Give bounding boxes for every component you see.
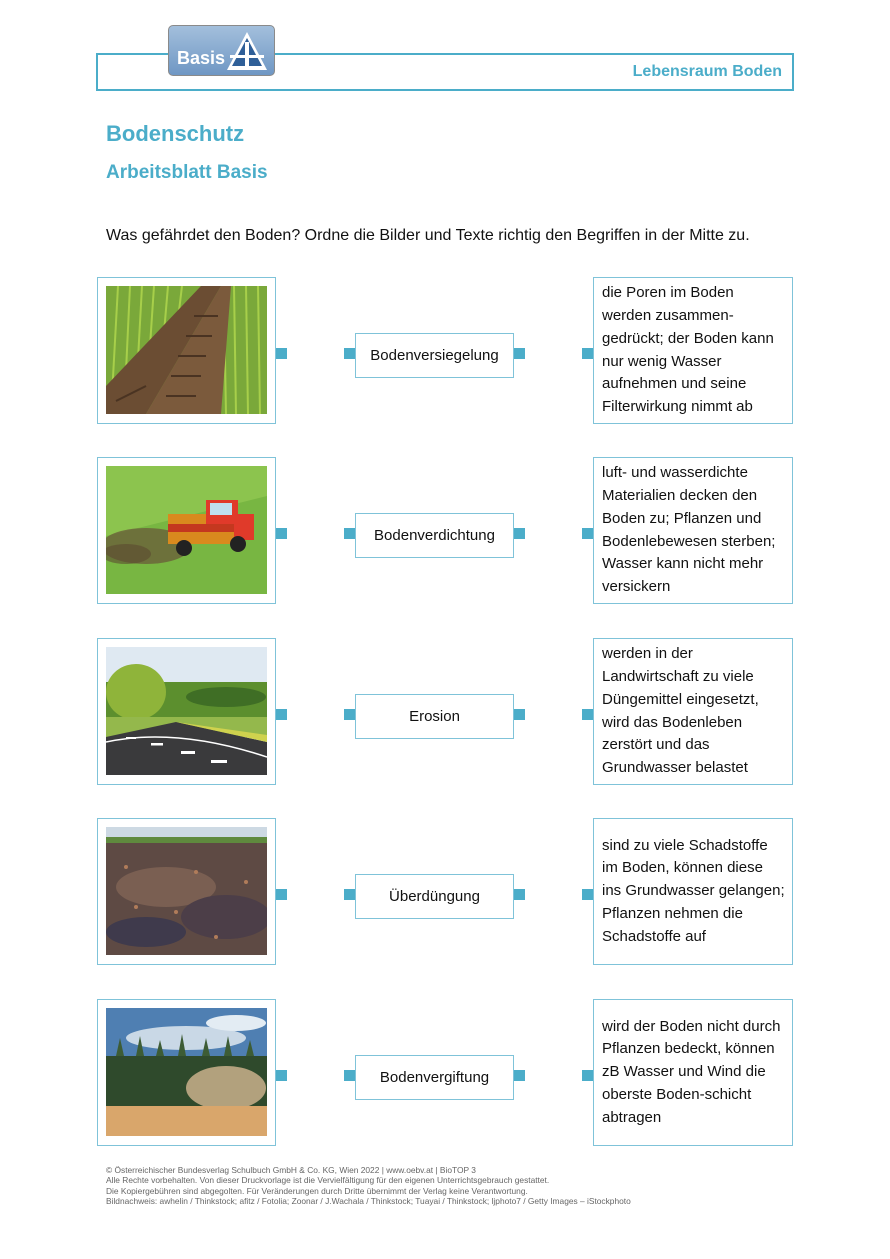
connector-dot[interactable] [344,348,355,359]
connector-dot[interactable] [344,709,355,720]
term-box: Bodenvergiftung [355,1055,514,1100]
copyright-footer [106,1165,631,1207]
photo-card [97,999,276,1146]
description-box [593,277,793,424]
connector-dot[interactable] [344,1070,355,1081]
description-text: luft- und wasserdichte Materialien decken den Boden zu; Pflanzen und Bodenlebewesen sterben; Wasser kann nicht mehr versickern [602,464,776,595]
dust-field-image [106,1008,267,1136]
manure-truck-image [106,466,267,594]
photo-card [97,638,276,785]
term-box: Überdüngung [355,874,514,919]
connector-dot[interactable] [582,709,593,720]
footer-line: Alle Rechte vorbehalten. Von dieser Druckvorlage ist die Vervielfältigung für den eigenen Unterrichtsgebrauch gestattet. [106,1175,550,1186]
term-box: Bodenverdichtung [355,513,514,558]
connector-dot[interactable] [582,1070,593,1081]
description-text: wird der Boden nicht durch Pflanzen bedeckt, können zB Wasser und Wind die oberste Boden-schicht abtragen [602,1017,781,1126]
field-tracks-image [106,286,267,414]
connector-dot[interactable] [514,709,525,720]
connector-dot[interactable] [582,348,593,359]
contaminated-ground-image [106,827,267,955]
description-box [593,638,793,785]
photo-card [97,457,276,604]
task-instruction: Was gefährdet den Boden? Ordne die Bilder und Texte richtig den Begriffen in der Mitte zu. [106,227,750,244]
connector-dot[interactable] [276,528,287,539]
term-box: Bodenversiegelung [355,333,514,378]
description-text: sind zu viele Schadstoffe im Boden, können diese ins Grundwasser gelangen; Pflanzen nehmen die Schadstoffe auf [602,836,785,945]
connector-dot[interactable] [514,889,525,900]
connector-dot[interactable] [276,1070,287,1081]
connector-dot[interactable] [514,528,525,539]
basis-logo [168,25,275,76]
description-box [593,999,793,1146]
logo-label: Basis [177,48,226,68]
description-text: werden in der Landwirtschaft zu viele Düngemittel eingesetzt, wird das Bodenleben zerstört und das Grundwasser belastet [602,645,759,776]
connector-dot[interactable] [582,528,593,539]
connector-dot[interactable] [276,348,287,359]
page-title: Bodenschutz [106,121,245,146]
page-subtitle: Arbeitsblatt Basis [106,162,268,183]
connector-dot[interactable] [344,528,355,539]
connector-dot[interactable] [514,1070,525,1081]
description-text: die Poren im Boden werden zusammen-gedrückt; der Boden kann nur wenig Wasser aufnehmen und seine Filterwirkung nimmt ab [602,284,774,415]
connector-dot[interactable] [276,889,287,900]
term-box: Erosion [355,694,514,739]
section-title: Lebensraum Boden [632,63,782,80]
photo-card [97,277,276,424]
road-landscape-image [106,647,267,775]
footer-line: Die Kopiergebühren sind abgegolten. Für Veränderungen durch Dritte übernimmt der Verlag keine Verantwortung. [106,1185,528,1196]
triangle-logo-icon [224,29,270,73]
connector-dot[interactable] [514,348,525,359]
footer-line: Bildnachweis: awhelin / Thinkstock; afitz / Fotolia; Zoonar / J.Wachala / Thinkstock; Tuayai / Thinkstock; ljphoto7 / Getty Images – iStockphoto [106,1196,631,1207]
description-box [593,818,793,965]
footer-line: © Österreichischer Bundesverlag Schulbuch GmbH & Co. KG, Wien 2022 | www.oebv.at | BioTOP 3 [106,1165,476,1175]
connector-dot[interactable] [582,889,593,900]
photo-card [97,818,276,965]
connector-dot[interactable] [344,889,355,900]
connector-dot[interactable] [276,709,287,720]
description-box [593,457,793,604]
